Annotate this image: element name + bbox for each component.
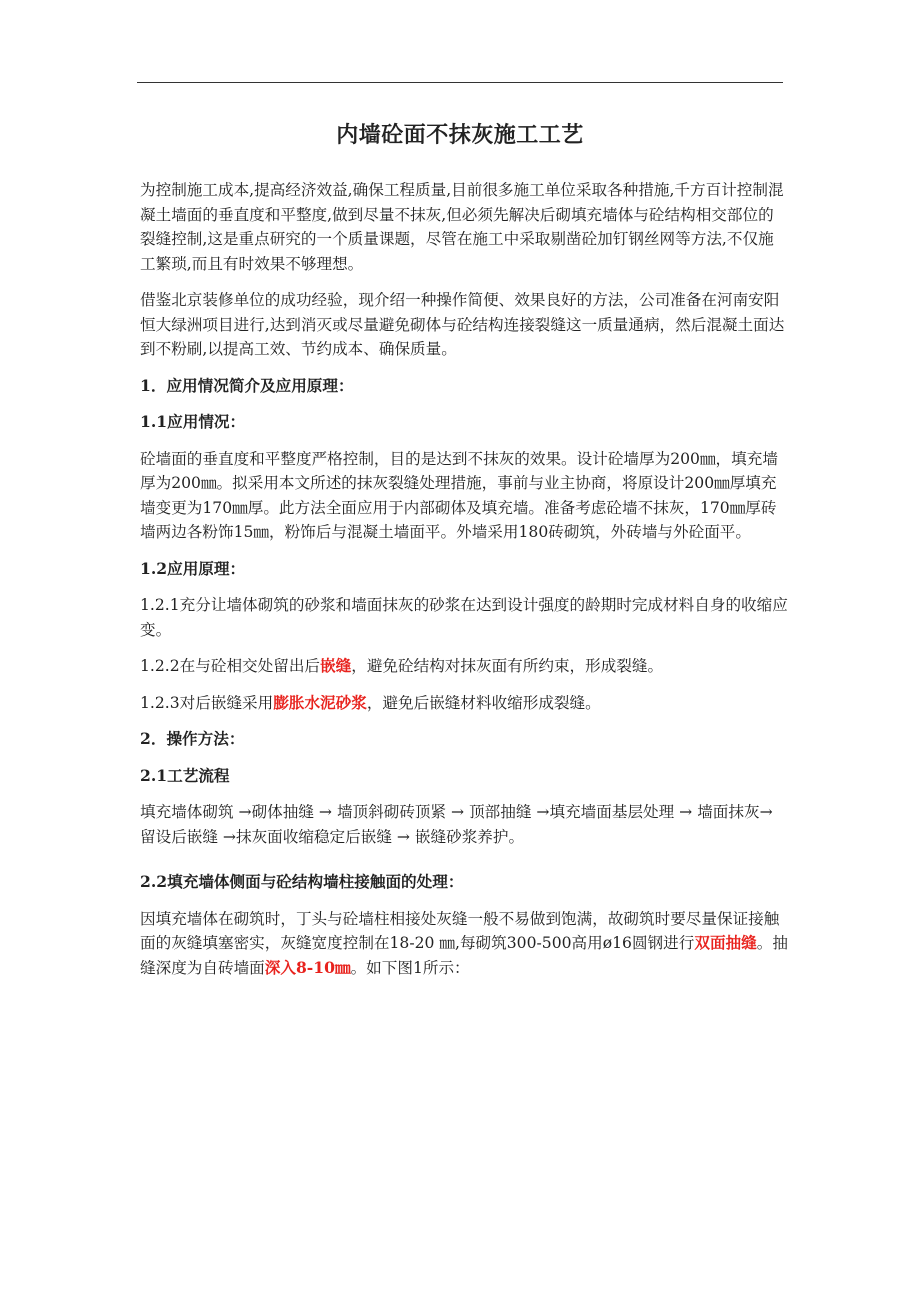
text-segment: ，避免砼结构对抹灰面有所约束，形成裂缝。: [351, 657, 664, 675]
paragraph-1-2-2: [140, 654, 788, 679]
subsection-heading-2-2: 2.2填充墙体侧面与砼结构墙柱接触面的处理：: [140, 872, 464, 891]
text-segment: 1.2.3对后嵌缝采用: [140, 693, 274, 712]
text-segment: 1.2.2在与砼相交处留出后: [140, 657, 321, 675]
paragraph-1-2-1: 1.2.1充分让墙体砌筑的砂浆和墙面抹灰的砂浆在达到设计强度的龄期时完成材料自身的收缩应变。: [140, 596, 788, 639]
subsection-heading-2-1: 2.1工艺流程: [140, 765, 230, 785]
text-segment: 。抽缝深度为自砖墙面: [140, 934, 788, 977]
paragraph-2-1: 填充墙体砌筑 →砌体抽缝 → 墙顶斜砌砖顶紧 → 顶部抽缝 →填充墙面基层处理 → 墙面抹灰→ 留设后嵌缝 →抹灰面收缩稳定后嵌缝 → 嵌缝砂浆养护。: [140, 803, 773, 846]
page-title: 内墙砼面不抹灰施工工艺: [336, 122, 584, 148]
paragraph-1-2-3: [140, 691, 788, 716]
highlight-text: 嵌缝: [320, 656, 352, 675]
text-segment: 。如下图1所示：: [350, 958, 470, 977]
section-heading-1: 1．应用情况简介及应用原理：: [140, 375, 354, 395]
section-heading-2: 2．操作方法：: [140, 729, 245, 748]
text-segment: ，避免后嵌缝材料收缩形成裂缝。: [366, 693, 601, 712]
text-segment: 因填充墙体在砌筑时，丁头与砼墙柱相接处灰缝一般不易做到饱满，故砌筑时要尽量保证接触面的灰缝填塞密实，灰缝宽度控制在18-20 ㎜,每砌筑300-500高用ø16圆钢进行: [140, 909, 780, 952]
subsection-heading-1-2: 1.2应用原理：: [140, 558, 246, 578]
document-body: [140, 178, 788, 992]
highlight-text: 深入8-10㎜: [264, 957, 351, 977]
highlight-text: 膨胀水泥砂浆: [273, 692, 367, 712]
highlight-text: 双面抽缝: [694, 933, 757, 952]
header-rule: [137, 82, 783, 83]
subsection-heading-1-1: 1.1应用情况：: [140, 412, 246, 431]
paragraph-1-1: 砼墙面的垂直度和平整度严格控制，目的是达到不抹灰的效果。设计砼墙厚为200㎜，填充墙厚为200㎜。拟采用本文所述的抹灰裂缝处理措施，事前与业主协商，将原设计200㎜厚填充墙变更为170㎜厚。此方法全面应用于内部砌体及填充墙。准备考虑砼墙不抹灰，170㎜厚砖墙两边各粉饰15㎜，粉饰后与混凝土墙面平。外墙采用180砖砌筑，外砖墙与外砼面平。: [140, 449, 778, 541]
intro-paragraph-1: 为控制施工成本,提高经济效益,确保工程质量,目前很多施工单位采取各种措施,千方百计控制混凝土墙面的垂直度和平整度,做到尽量不抹灰,但必须先解决后砌填充墙体与砼结构相交部位的裂缝控制,这是重点研究的一个质量课题，尽管在施工中采取剔凿砼加钉钢丝网等方法,不仅施工繁琐,而且有时效果不够理想。: [140, 181, 784, 273]
paragraph-2-2: [140, 907, 788, 981]
intro-paragraph-2: 借鉴北京装修单位的成功经验，现介绍一种操作简便、效果良好的方法，公司准备在河南安阳恒大绿洲项目进行,达到消灭或尽量避免砌体与砼结构连接裂缝这一质量通病，然后混凝土面达到不粉刷,以提高工效、节约成本、确保质量。: [140, 291, 785, 358]
